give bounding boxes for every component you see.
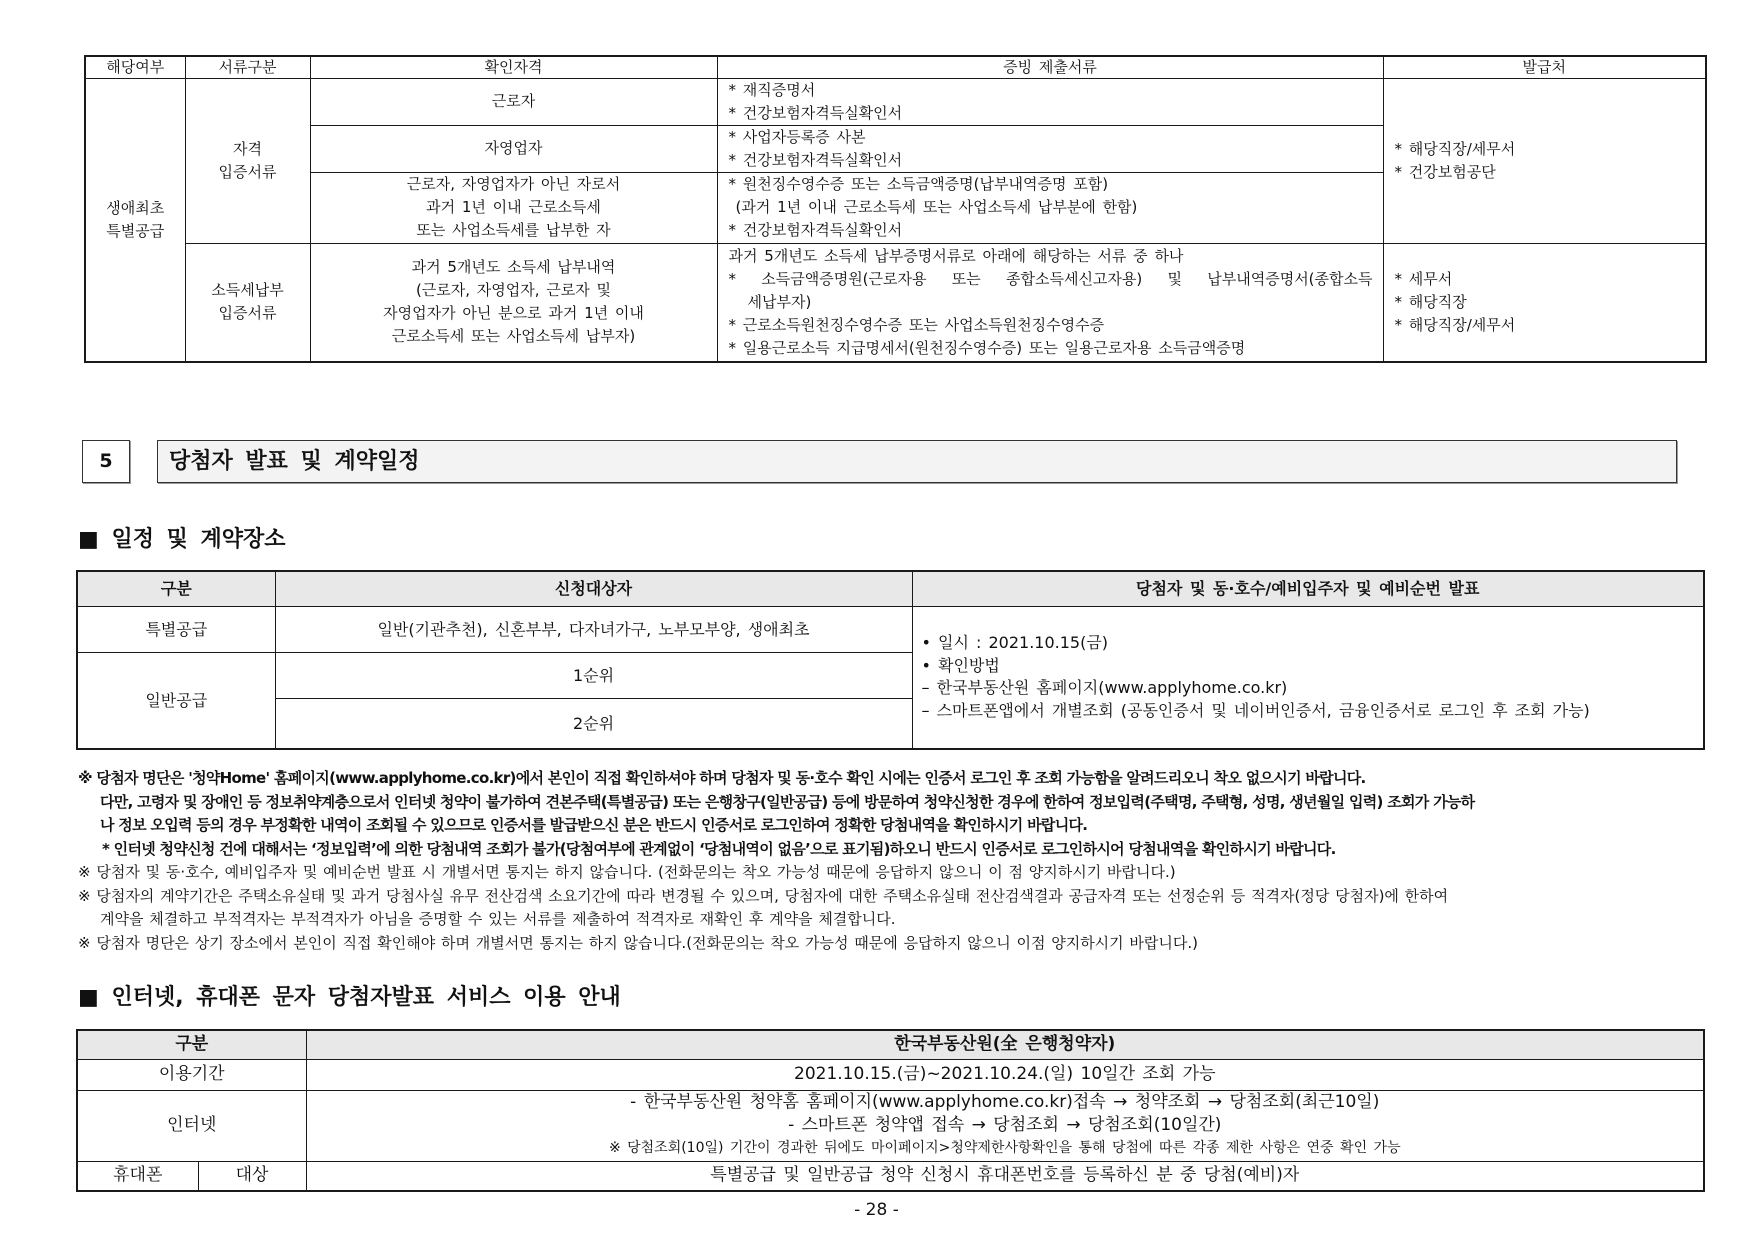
table-row xyxy=(77,1059,1704,1090)
internet-app-line: - 스마트폰 청약앱 접속 → 당첨조회 → 당첨조회(10일간) xyxy=(788,1115,1222,1135)
issuer-cell xyxy=(1383,243,1706,362)
general-supply-label: 일반공급 xyxy=(77,652,275,749)
cell-line: 특별공급 xyxy=(106,221,165,240)
table-row xyxy=(77,606,1704,652)
schedule-heading: ■ 일정 및 계약장소 xyxy=(78,527,286,552)
mobile-label: 휴대폰 xyxy=(77,1161,198,1191)
cell-line: * 재직증명서 xyxy=(728,80,816,99)
header-category: 구분 xyxy=(77,1030,306,1059)
header-category: 구분 xyxy=(77,571,275,606)
qualification-cell xyxy=(310,125,717,172)
header-announcement: 당첨자 및 동·호수/예비입주자 및 예비순번 발표 xyxy=(912,571,1704,606)
header-provider: 한국부동산원(全 은행청약자) xyxy=(306,1030,1704,1059)
notes-block xyxy=(78,767,1703,955)
note-line: * 인터넷 청약신청 건에 대해서는 ‘정보입력’에 의한 당첨내역 조회가 불가(당첨여부에 관계없이 ‘당첨내역이 없음’으로 표기됨)하오니 반드시 인증서로 로그인하시어 당첨내역을 확인하시기 바랍니다. xyxy=(102,839,1336,858)
announcement-cell xyxy=(912,606,1704,749)
cell-line: * 해당직장 xyxy=(1394,292,1467,311)
cell-line: 입증서류 xyxy=(218,304,277,323)
table-row xyxy=(77,1090,1704,1161)
service-heading: ■ 인터넷, 휴대폰 문자 당첨자발표 서비스 이용 안내 xyxy=(78,985,621,1010)
document-type-cell xyxy=(185,78,310,243)
mobile-value: 특별공급 및 일반공급 청약 신청시 휴대폰번호를 등록하신 분 중 당첨(예비)자 xyxy=(306,1161,1704,1191)
qualification-cell xyxy=(310,78,717,125)
announcement-app: – 스마트폰앱에서 개별조회 (공동인증서 및 네이버인증서, 금융인증서로 로그인 후 조회 가능) xyxy=(921,700,1590,720)
cell-line: * 건강보험자격득실확인서 xyxy=(728,221,903,239)
note-line: ※ 당첨자 및 동·호수, 예비입주자 및 예비순번 발표 시 개별서면 통지는 하지 않습니다. (전화문의는 착오 가능성 때문에 응답하지 않으니 이 점 양지하시기 바랍니다.) xyxy=(78,863,1176,881)
period-value: 2021.10.15.(금)~2021.10.24.(일) 10일간 조회 가능 xyxy=(306,1059,1704,1090)
header-proof-documents: 증빙 제출서류 xyxy=(717,56,1383,78)
cell-line: * 원천징수영수증 또는 소득금액증명(납부내역증명 포함) xyxy=(728,175,1109,193)
internet-note-line: ※ 당첨조회(10일) 기간이 경과한 뒤에도 마이페이지>청약제한사항확인을 통해 당첨에 따른 각종 제한 사항은 연중 확인 가능 xyxy=(608,1140,1401,1156)
cell-line: 근로자 xyxy=(491,92,536,110)
header-issuer: 발급처 xyxy=(1383,56,1706,78)
special-supply-label: 특별공급 xyxy=(77,606,275,652)
service-table xyxy=(76,1029,1705,1192)
cell-line: 자영업자 xyxy=(484,139,543,157)
cell-line: (과거 1년 이내 근로소득세 또는 사업소득세 납부분에 한함) xyxy=(735,198,1138,216)
qualification-cell xyxy=(310,172,717,243)
cell-line: 또는 사업소득세를 납부한 자 xyxy=(416,221,611,239)
cell-line: * 소득금액증명원(근로자용 또는 종합소득세신고자용) 및 납부내역증명서(종합소득 xyxy=(728,269,1373,288)
applicable-cell xyxy=(85,78,185,362)
document-type-cell xyxy=(185,243,310,362)
cell-line: 근로자, 자영업자가 아닌 자로서 xyxy=(406,175,621,193)
cell-line: * 건강보험공단 xyxy=(1394,162,1496,181)
cell-line: * 근로소득원천징수영수증 또는 사업소득원천징수영수증 xyxy=(728,315,1105,334)
cell-line: * 건강보험자격득실확인서 xyxy=(728,150,903,169)
documents-cell xyxy=(717,243,1383,362)
issuer-cell xyxy=(1383,78,1706,243)
note-line: 다만, 고령자 및 장애인 등 정보취약계층으로서 인터넷 청약이 불가하여 견본주택(특별공급) 또는 은행창구(일반공급) 등에 방문하여 청약신청한 경우에 한하여 정보입력(주택명, 주택형, 성명, 생년월일 입력) 조회가 가능하 xyxy=(100,792,1475,811)
cell-line: * 일용근로소득 지급명세서(원천징수영수증) 또는 일용근로자용 소득금액증명 xyxy=(728,338,1246,357)
mobile-sub-label: 대상 xyxy=(198,1161,306,1191)
section-number: 5 xyxy=(82,440,130,483)
internet-cell xyxy=(306,1090,1704,1161)
announcement-website: – 한국부동산원 홈페이지(www.applyhome.co.kr) xyxy=(921,678,1288,698)
cell-line: 과거 5개년도 소득세 납부내역 xyxy=(411,258,616,277)
note-line: 계약을 체결하고 부적격자는 부적격자가 아님을 증명할 수 있는 서류를 제출하여 적격자로 재확인 후 계약을 체결합니다. xyxy=(100,910,896,928)
announcement-method: • 확인방법 xyxy=(921,655,1000,675)
cell-line: 과거 1년 이내 근로소득세 xyxy=(426,198,601,216)
table-row xyxy=(77,1161,1704,1191)
documents-cell xyxy=(717,172,1383,243)
cell-line: 생애최초 xyxy=(106,198,165,217)
cell-line: 세납부자) xyxy=(747,292,812,311)
cell-line: * 세무서 xyxy=(1394,269,1453,288)
rank-second: 2순위 xyxy=(275,698,912,749)
cell-line: (근로자, 자영업자, 근로자 및 xyxy=(415,281,612,300)
internet-label: 인터넷 xyxy=(77,1090,306,1161)
table-header-row xyxy=(85,56,1706,78)
special-supply-target: 일반(기관추천), 신혼부부, 다자녀가구, 노부모부양, 생애최초 xyxy=(275,606,912,652)
period-label: 이용기간 xyxy=(77,1059,306,1090)
cell-line: 소득세납부 xyxy=(211,281,284,300)
section-title: 당첨자 발표 및 계약일정 xyxy=(157,440,1677,483)
cell-line: * 사업자등록증 사본 xyxy=(728,127,866,146)
documents-cell xyxy=(717,125,1383,172)
qualification-cell xyxy=(310,243,717,362)
cell-line: 자격 xyxy=(233,139,262,158)
header-qualification: 확인자격 xyxy=(310,56,717,78)
documents-cell xyxy=(717,78,1383,125)
note-line: ※ 당첨자 명단은 상기 장소에서 본인이 직접 확인해야 하며 개별서면 통지는 하지 않습니다.(전화문의는 착오 가능성 때문에 응답하지 않으니 이점 양지하시기 바랍니다.) xyxy=(78,933,1199,952)
table-row xyxy=(85,243,1706,362)
header-target: 신청대상자 xyxy=(275,571,912,606)
cell-line: 근로소득세 또는 사업소득세 납부자) xyxy=(391,327,636,346)
table-header-row xyxy=(77,571,1704,606)
table-header-row xyxy=(77,1030,1704,1059)
eligibility-documents-table xyxy=(84,55,1707,363)
note-line: 나 정보 오입력 등의 경우 부정확한 내역이 조회될 수 있으므로 인증서를 발급받으신 분은 반드시 인증서로 로그인하여 정확한 당첨내역을 확인하시기 바랍니다. xyxy=(100,816,1088,834)
page-number: - 28 - xyxy=(854,1200,899,1220)
schedule-table xyxy=(76,570,1705,750)
rank-first: 1순위 xyxy=(275,652,912,698)
table-row xyxy=(85,78,1706,125)
cell-line: * 건강보험자격득실확인서 xyxy=(728,103,903,122)
cell-line: 자영업자가 아닌 분으로 과거 1년 이내 xyxy=(383,304,644,323)
cell-line: 과거 5개년도 소득세 납부증명서류로 아래에 해당하는 서류 중 하나 xyxy=(728,246,1184,265)
cell-line: * 해당직장/세무서 xyxy=(1394,139,1516,158)
note-line: ※ 당첨자의 계약기간은 주택소유실태 및 과거 당첨사실 유무 전산검색 소요기간에 따라 변경될 수 있으며, 당첨자에 대한 주택소유실태 전산검색결과 공급자격 또는 선정순위 등 적격자(정당 당첨자)에 한하여 xyxy=(78,886,1449,905)
cell-line: 입증서류 xyxy=(218,162,277,181)
header-applicable: 해당여부 xyxy=(85,56,185,78)
note-line: ※ 당첨자 명단은 '청약Home' 홈페이지(www.applyhome.co.kr)에서 본인이 직접 확인하셔야 하며 당첨자 및 동·호수 확인 시에는 인증서 로그인 후 조회 가능함을 알려드리오니 착오 없으시기 바랍니다. xyxy=(78,769,1366,787)
internet-website-line: - 한국부동산원 청약홈 홈페이지(www.applyhome.co.kr)접속 → 청약조회 → 당첨조회(최근10일) xyxy=(630,1092,1380,1112)
announcement-date: • 일시 : 2021.10.15(금) xyxy=(921,633,1109,653)
cell-line: * 해당직장/세무서 xyxy=(1394,315,1516,334)
header-document-type: 서류구분 xyxy=(185,56,310,78)
